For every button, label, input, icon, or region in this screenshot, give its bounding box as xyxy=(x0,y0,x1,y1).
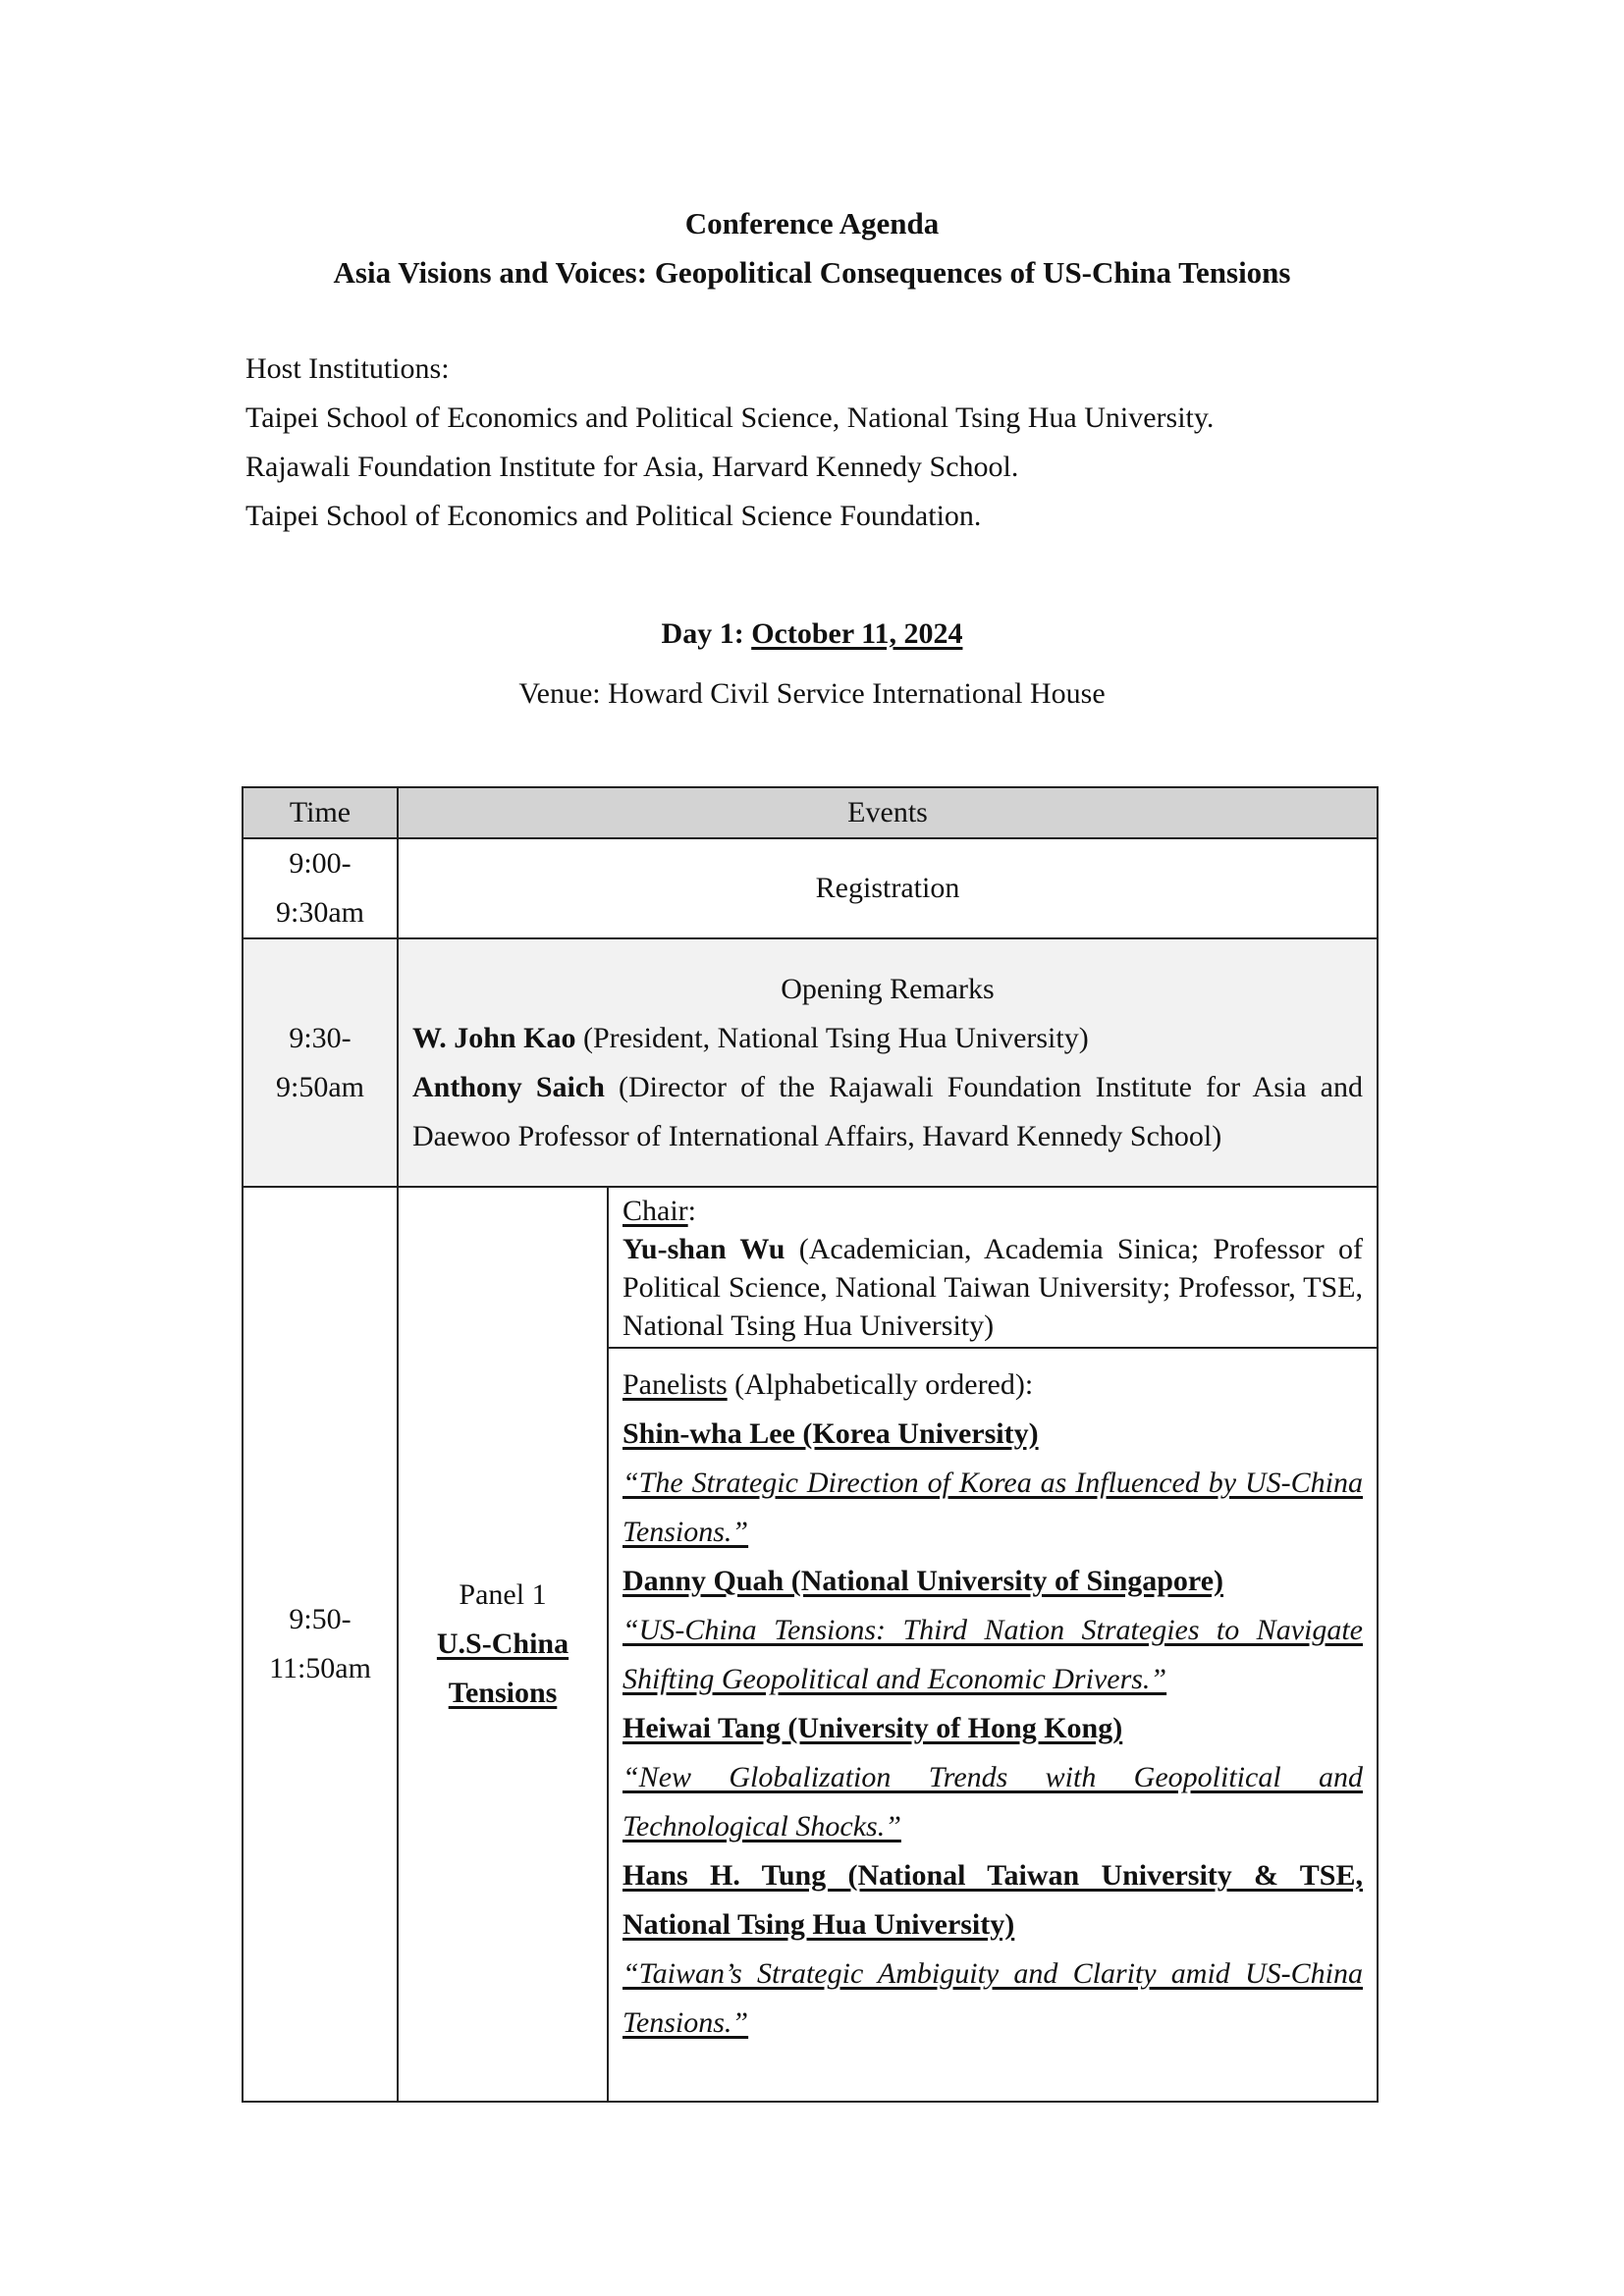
panelist-name: Heiwai Tang (University of Hong Kong) xyxy=(623,1712,1123,1744)
host-institutions-label: Host Institutions: xyxy=(245,352,450,385)
conference-subtitle: Asia Visions and Voices: Geopolitical Consequences of US-China Tensions xyxy=(333,255,1291,290)
table-row xyxy=(243,938,1378,1187)
page-title: Conference Agenda xyxy=(684,206,940,240)
chair-entry xyxy=(623,1230,1363,1345)
time-end: 9:50am xyxy=(276,1070,364,1103)
panelist-name: Shin-wha Lee (Korea University) xyxy=(623,1417,1039,1450)
day-date: October 11, 2024 xyxy=(751,617,963,650)
table-row xyxy=(243,1187,1378,1348)
events-column-header: Events xyxy=(398,787,1378,838)
speaker-kao xyxy=(412,1014,1363,1063)
panel-label: Panel 1 xyxy=(459,1578,547,1611)
chair-cell xyxy=(608,1187,1378,1348)
host-institution-1: Taipei School of Economics and Political Science, National Tsing Hua University. xyxy=(245,401,1215,434)
chair-label: Chair xyxy=(623,1195,688,1227)
panel-title: U.S-China xyxy=(436,1628,569,1660)
host-institution-3: Taipei School of Economics and Political Science Foundation. xyxy=(245,500,982,532)
venue: Venue: Howard Civil Service International House xyxy=(518,677,1106,710)
panel-cell xyxy=(398,1187,608,2102)
panelist-talk: “New Globalization Trends with Geopolitical and Technological Shocks.” xyxy=(623,1761,1363,1842)
opening-remarks-heading: Opening Remarks xyxy=(781,972,995,1005)
speaker-name: Anthony Saich xyxy=(412,1070,605,1103)
time-column-header: Time xyxy=(243,787,398,838)
panelist-talk: “Taiwan’s Strategic Ambiguity and Clarity amid US-China Tensions.” xyxy=(623,1957,1363,2039)
time-cell xyxy=(243,938,398,1187)
panelist-talk: “The Strategic Direction of Korea as Influenced by US-China Tensions.” xyxy=(623,1467,1363,1548)
panelists-cell xyxy=(608,1348,1378,2102)
table-header-row xyxy=(243,787,1378,838)
agenda-table xyxy=(242,786,1379,2103)
time-cell xyxy=(243,1187,398,2102)
time-start: 9:50- xyxy=(289,1603,352,1635)
day-label: Day 1: xyxy=(661,617,752,650)
chair-role: (Academician, Academia Sinica; Professor of Political Science, National Taiwan University; Professor, TSE, National Tsing Hua University) xyxy=(623,1233,1364,1342)
panelist-name: Danny Quah (National University of Singapore) xyxy=(623,1565,1224,1597)
time-end: 11:50am xyxy=(269,1652,371,1684)
opening-remarks-cell xyxy=(398,938,1378,1187)
speaker-name: W. John Kao xyxy=(412,1021,576,1054)
chair-colon: : xyxy=(687,1195,696,1227)
time-cell xyxy=(243,838,398,938)
chair-name: Yu-shan Wu xyxy=(623,1233,785,1265)
host-institution-2: Rajawali Foundation Institute for Asia, Harvard Kennedy School. xyxy=(245,451,1019,483)
panelist-talk: “US-China Tensions: Third Nation Strategies to Navigate Shifting Geopolitical and Economic Drivers.” xyxy=(623,1614,1363,1695)
panel-title: Tensions xyxy=(448,1677,558,1709)
table-row xyxy=(243,838,1378,938)
panelists-heading xyxy=(623,1361,1363,1410)
panelists-label: Panelists xyxy=(623,1368,728,1401)
day-heading xyxy=(0,617,1624,651)
panelists-note: (Alphabetically ordered): xyxy=(727,1368,1034,1401)
speaker-saich xyxy=(412,1063,1363,1161)
speaker-role: (President, National Tsing Hua University) xyxy=(575,1021,1089,1054)
panelist-name: Hans H. Tung (National Taiwan University & TSE, National Tsing Hua University) xyxy=(623,1859,1363,1941)
time-start: 9:00- xyxy=(289,847,352,880)
registration-cell: Registration xyxy=(398,838,1378,938)
chair-heading xyxy=(623,1192,1363,1230)
time-end: 9:30am xyxy=(276,896,364,929)
speaker-role: (Director of the Rajawali Foundation Institute for Asia and Daewoo Professor of International Affairs, Havard Kennedy School) xyxy=(412,1070,1363,1152)
time-start: 9:30- xyxy=(289,1021,352,1054)
